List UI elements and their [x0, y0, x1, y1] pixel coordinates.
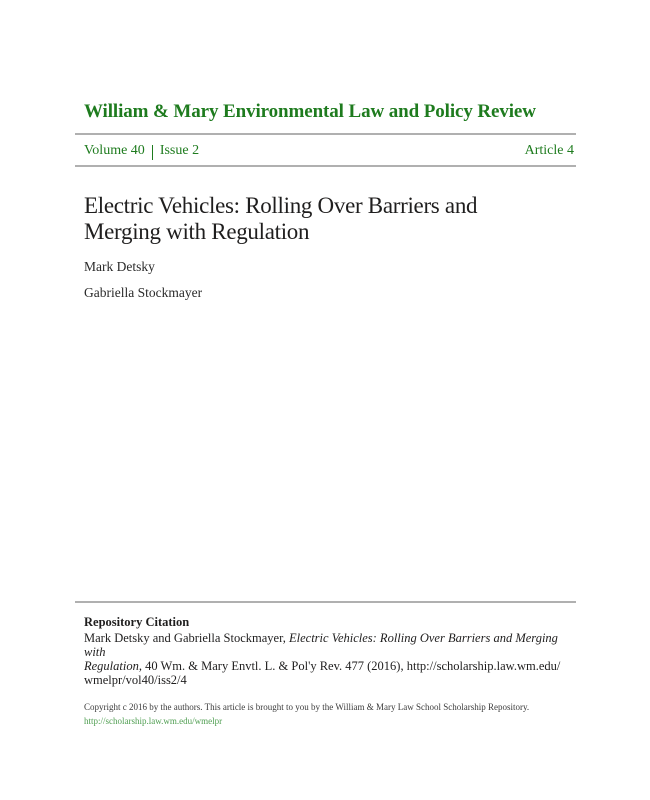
volume-issue [84, 143, 199, 159]
article-title [84, 193, 576, 245]
masthead-top-rule [75, 133, 576, 135]
journal-name[interactable]: William & Mary Environmental Law and Policy Review [84, 101, 536, 122]
citation-reference: 40 Wm. & Mary Envtl. L. & Pol'y Rev. 477 (2016), http://scholarship.law.wm.edu/ [141, 659, 561, 673]
author-name: Gabriella Stockmayer [84, 285, 203, 300]
repository-citation-heading: Repository Citation [84, 615, 190, 629]
issue-label[interactable]: Issue 2 [159, 143, 200, 158]
repository-link[interactable]: http://scholarship.law.wm.edu/wmelpr [84, 716, 223, 726]
volume-issue-separator [152, 145, 153, 160]
article-title-line2: Merging with Regulation [84, 219, 310, 244]
citation-line1 [84, 631, 576, 659]
volume-issue-row [75, 143, 576, 159]
citation-section-rule [75, 601, 576, 603]
article-number[interactable]: Article 4 [524, 143, 574, 158]
citation-authors: Mark Detsky and Gabriella Stockmayer, [84, 631, 289, 645]
masthead-bottom-rule [75, 165, 576, 167]
citation-title-part2: Regulation, [84, 659, 142, 673]
citation-title-part1: Electric Vehicles: Rolling Over Barriers and Merging with [84, 631, 558, 659]
author-name: Mark Detsky [84, 259, 155, 274]
copyright-text: Copyright c 2016 by the authors. This article is brought to you by the William & Mary Law School Scholarship Repository. [84, 702, 530, 712]
citation-line2 [84, 659, 576, 673]
article-title-line1: Electric Vehicles: Rolling Over Barriers and [84, 193, 478, 218]
volume-label[interactable]: Volume 40 [84, 143, 145, 158]
citation-line3: wmelpr/vol40/iss2/4 [84, 673, 187, 687]
repository-citation-text [84, 631, 576, 687]
